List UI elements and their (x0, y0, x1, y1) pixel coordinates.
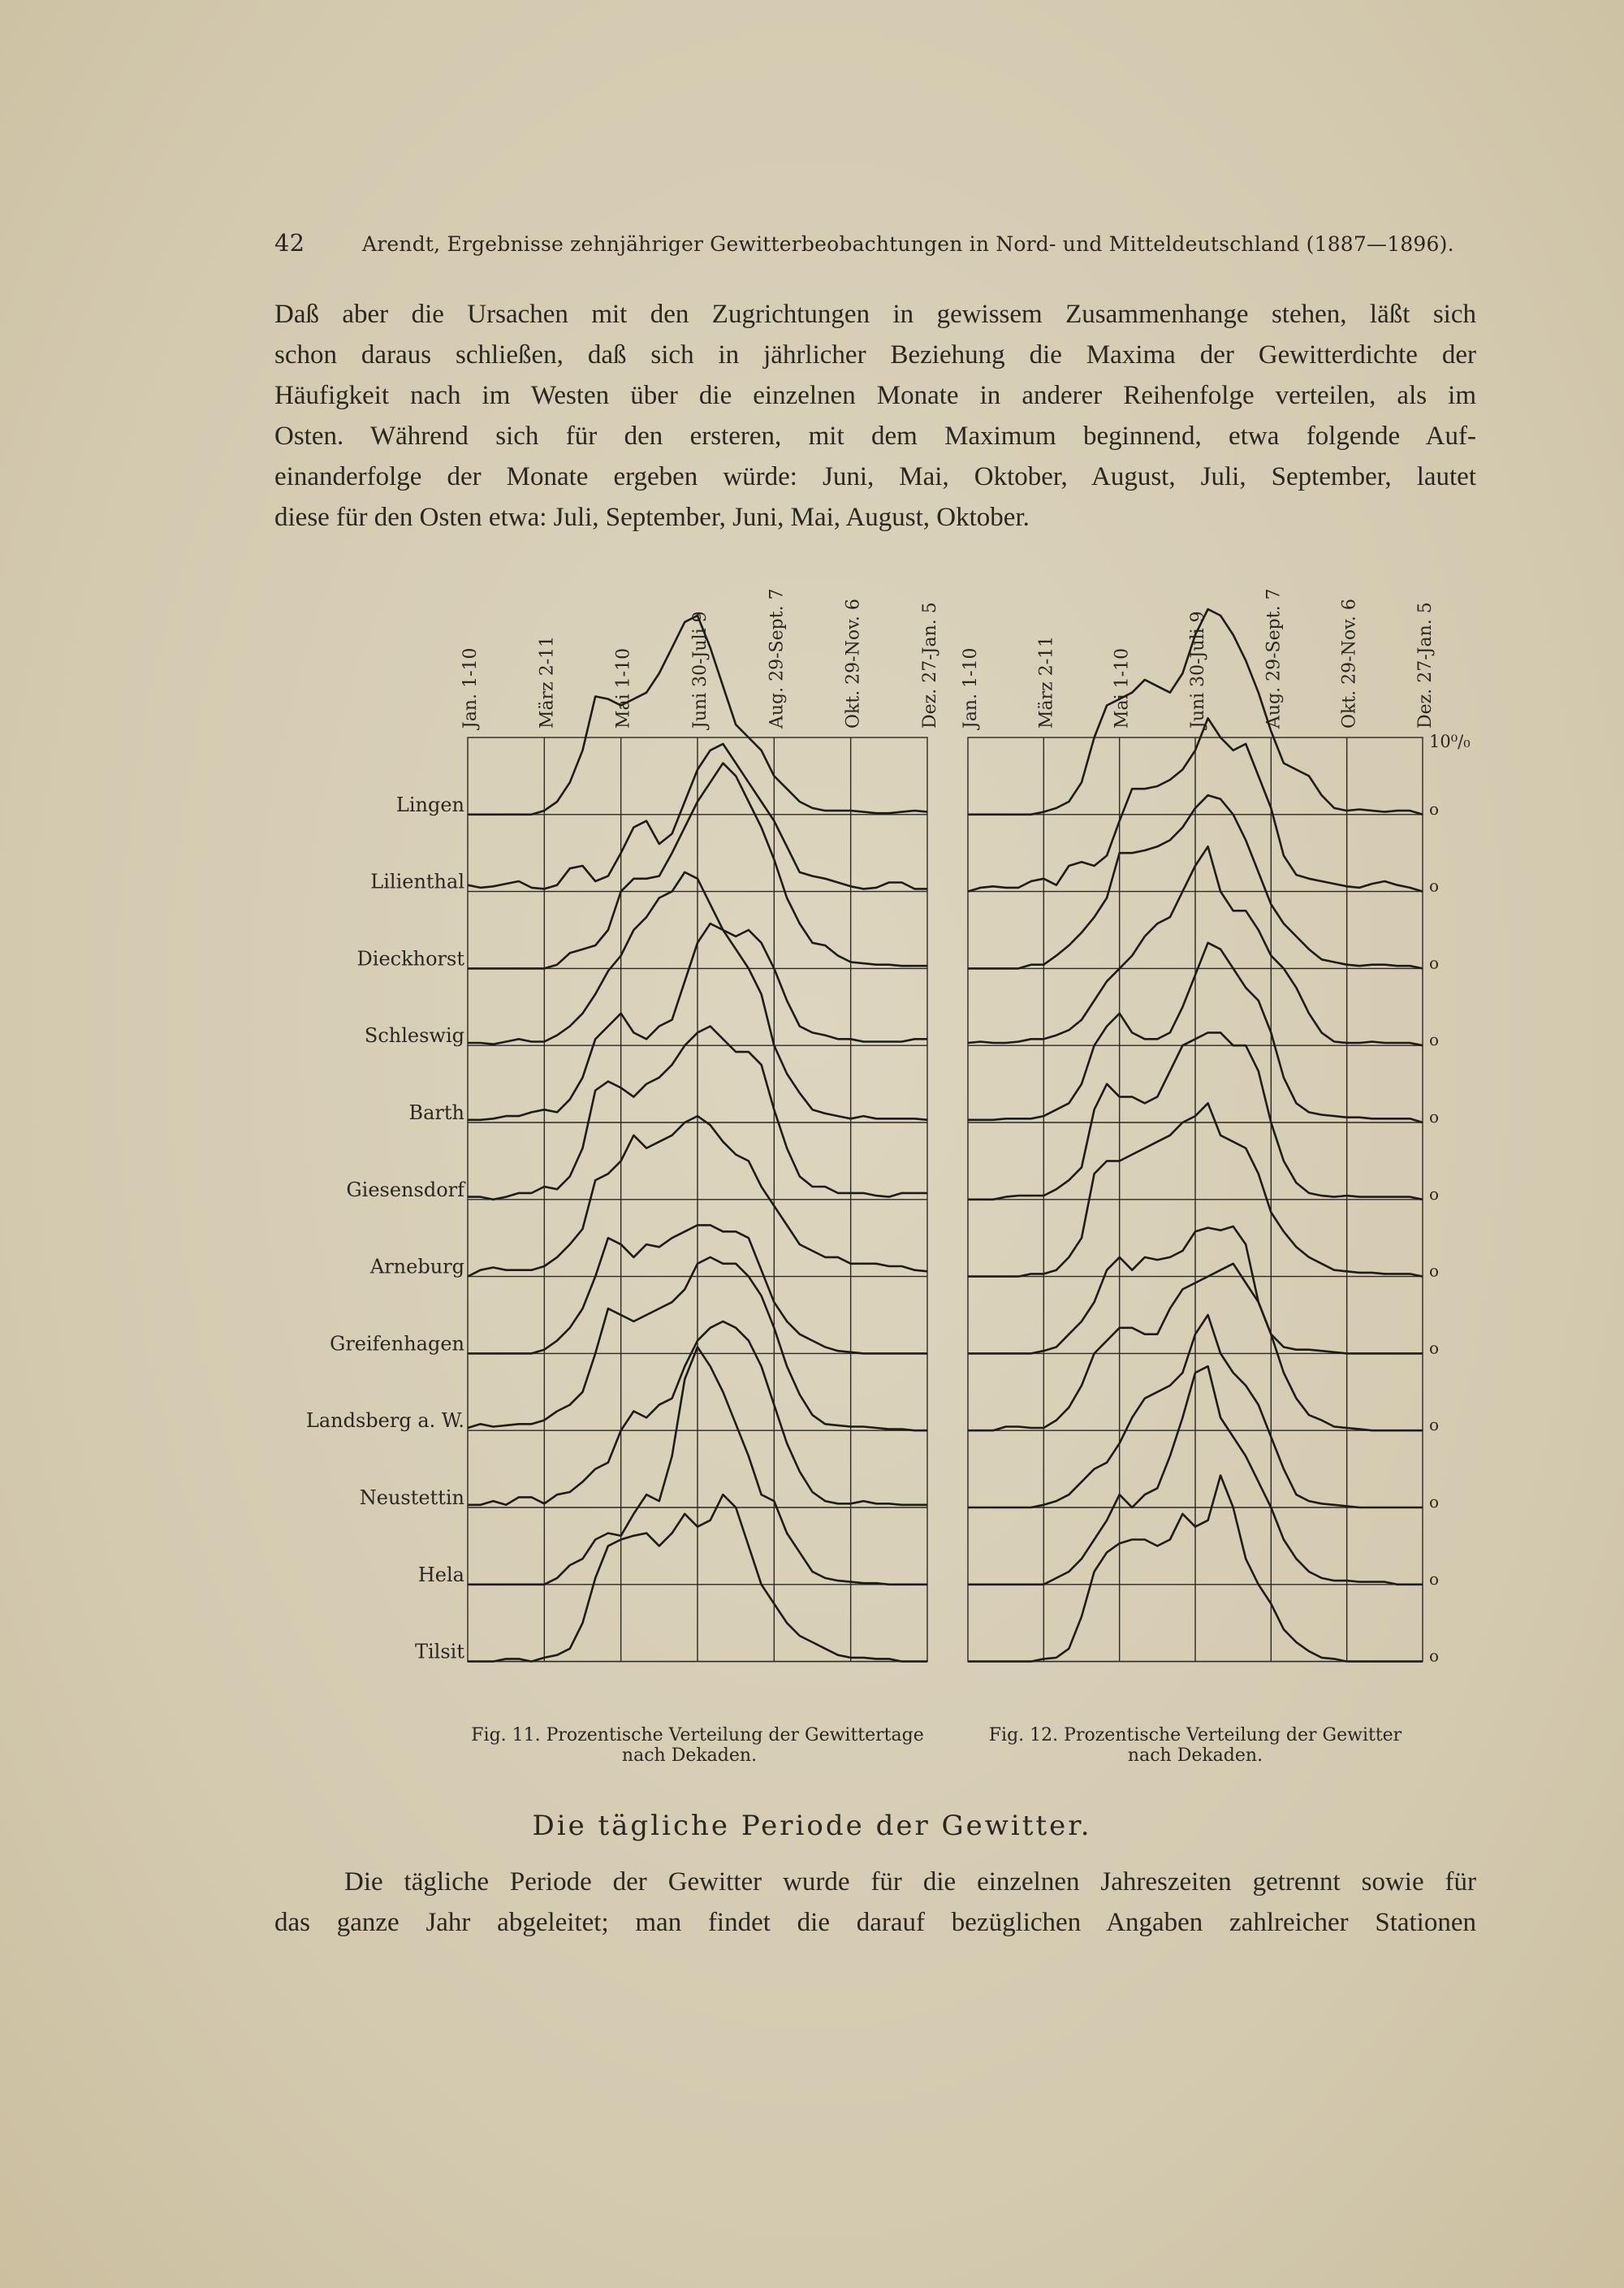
zero-marker: o (1429, 953, 1440, 973)
text-line: Daß aber die Ursachen mit den Zugrichtungen in gewissem Zusammenhange stehen, läßt sich (274, 300, 1476, 329)
x-tick-label: Aug. 29-Sept. 7 (1263, 588, 1285, 729)
station-label: Lilienthal (370, 870, 464, 893)
chart-panel-11 (460, 588, 940, 1766)
figure-caption: nach Dekaden. (621, 1745, 758, 1766)
text-line: Häufigkeit nach im Westen über die einzelnen Monate in anderer Reihenfolge verteilen, als im (274, 381, 1476, 410)
x-tick-label: Jan. 1-10 (460, 647, 481, 729)
station-label: Arneburg (369, 1255, 464, 1278)
station-label: Lingen (395, 793, 464, 816)
page-number: 42 (274, 229, 305, 257)
chart-panel-12 (961, 588, 1436, 1766)
zero-marker: o (1429, 1183, 1440, 1204)
station-label: Greifenhagen (330, 1332, 464, 1356)
zero-marker: o (1429, 798, 1440, 819)
station-label: Giesensdorf (346, 1178, 464, 1201)
station-label: Dieckhorst (356, 947, 464, 971)
zero-marker: o (1429, 1261, 1440, 1281)
station-label: Landsberg a. W. (305, 1409, 464, 1433)
zero-marker: o (1429, 1415, 1440, 1435)
section-paragraph (274, 1862, 1476, 1943)
x-tick-label: Okt. 29-Nov. 6 (843, 599, 864, 729)
text-line: einanderfolge der Monate ergeben würde: Juni, Mai, Oktober, August, Juli, September, lautet (274, 462, 1476, 491)
text-line: diese für den Osten etwa: Juli, September, Juni, Mai, August, Oktober. (274, 503, 1030, 532)
x-tick-label: März 2-11 (1036, 635, 1057, 729)
station-label: Barth (408, 1101, 464, 1124)
text-line: das ganze Jahr abgeleitet; man findet die darauf bezüglichen Angaben zahlreicher Stationen (274, 1908, 1476, 1937)
x-tick-label: Jan. 1-10 (961, 647, 981, 729)
text-line: schon daraus schließen, daß sich in jährlicher Beziehung die Maxima der Gewitterdichte der (274, 340, 1476, 370)
zero-marker: o (1429, 1030, 1440, 1050)
figure-caption: nach Dekaden. (1127, 1745, 1263, 1766)
running-title: Arendt, Ergebnisse zehnjähriger Gewitterbeobachtungen in Nord- und Mitteldeutschland (1887—1896). (362, 232, 1454, 256)
x-tick-label: Mai 1-10 (1112, 647, 1133, 729)
x-tick-label: Dez. 27-Jan. 5 (920, 602, 940, 729)
zero-marker: o (1429, 876, 1440, 896)
figure-caption: Fig. 12. Prozentische Verteilung der Gewitter (988, 1725, 1402, 1745)
x-tick-label: Juni 30-Juli 9 (690, 611, 710, 729)
station-label: Schleswig (364, 1024, 464, 1048)
station-label: Tilsit (415, 1640, 464, 1663)
zero-marker: o (1429, 1568, 1440, 1589)
station-label: Neustettin (359, 1486, 464, 1509)
x-tick-label: Mai 1-10 (613, 647, 634, 729)
zero-marker: o (1429, 1338, 1440, 1358)
x-tick-label: Dez. 27-Jan. 5 (1415, 602, 1436, 729)
text-line: Die tägliche Periode der Gewitter wurde für die einzelnen Jahreszeiten getrennt sowie für (344, 1867, 1476, 1897)
zero-marker: o (1429, 1646, 1440, 1666)
zero-marker: o (1429, 1107, 1440, 1127)
x-tick-label: Aug. 29-Sept. 7 (767, 588, 788, 729)
x-tick-label: Juni 30-Juli 9 (1188, 611, 1208, 729)
scale-label: 10⁰/₀ (1429, 732, 1471, 751)
x-tick-label: Okt. 29-Nov. 6 (1339, 599, 1360, 729)
figure-caption: Fig. 11. Prozentische Verteilung der Gewittertage (471, 1725, 924, 1745)
text-line: Osten. Während sich für den ersteren, mit dem Maximum beginnend, etwa folgende Auf- (274, 422, 1476, 451)
zero-marker: o (1429, 1492, 1440, 1512)
station-label: Hela (417, 1563, 464, 1586)
x-tick-label: März 2-11 (537, 635, 558, 729)
section-title: Die tägliche Periode der Gewitter. (532, 1810, 1092, 1842)
